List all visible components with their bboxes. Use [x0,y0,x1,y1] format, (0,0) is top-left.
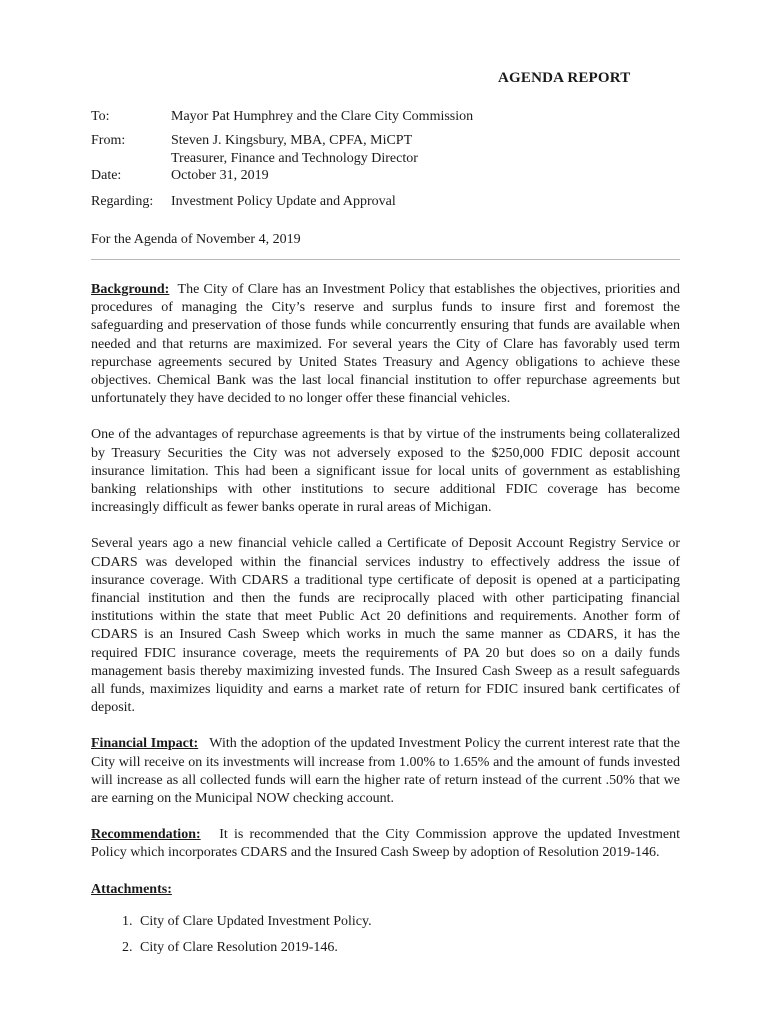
financial-impact-heading: Financial Impact: [91,736,199,752]
memo-regarding-value: Investment Policy Update and Approval [171,194,396,209]
memo-to-value: Mayor Pat Humphrey and the Clare City Commission [171,109,474,124]
attachments-heading: Attachments: [91,881,172,897]
memo-from-row [91,131,691,169]
recommendation-paragraph [91,826,680,862]
background-heading: Background: [91,282,170,297]
attachment-item: 1. City of Clare Updated Investment Policy. [136,913,680,931]
memo-regarding-row [91,192,691,212]
recommendation-heading: Recommendation: [91,827,201,843]
agenda-date-line: For the Agenda of November 4, 2019 [91,232,301,247]
background-text-1: The City of Clare has an Investment Policy that establishes the objectives, priorities and procedures of managing the City’s reserve and surplus funds to insure first and foremost the safeguarding and preservation of those funds while concurrently ensuring that funds are available when needed and that returns are maximized. For several years the City of Clare has favorably used term repurchase agreements secured by United States Treasury and Agency obligations to achieve these objectives. Chemical Bank was the last local financial institution to offer repurchase agreements but unfortunately they have decided to no longer offer these financial vehicles. [91,282,681,407]
background-paragraph-2: One of the advantages of repurchase agreements is that by virtue of the instruments being collateralized by Treasury Securities the City was not adversely exposed to the $250,000 FDIC deposit account insurance limitation. This had been a significant issue for local units of government as establishing banking relationships with other institutions to secure additional FDIC coverage has become increasingly difficult as fewer banks operate in rural areas of Michigan. [91,427,680,516]
memo-to-row [91,107,691,127]
memo-from-name: Steven J. Kingsbury, MBA, CPFA, MiCPT [171,133,413,148]
memo-from-label: From: [91,133,126,148]
financial-impact-paragraph [91,735,680,808]
header-divider [91,259,680,260]
attachment-item: 2. City of Clare Resolution 2019-146. [136,939,680,957]
memo-from-value [171,131,691,169]
memo-date-row [91,166,691,186]
memo-to-label: To: [91,109,110,124]
report-body [91,281,680,965]
attachments-list [91,913,680,957]
memo-header [91,107,691,212]
financial-impact-text: With the adoption of the updated Investment Policy the current interest rate that the City will receive on its investments will increase from 1.00% to 1.65% and the amount of funds invested will increase as all collected funds will earn the higher rate of return instead of the current .50% that we are earning on the Municipal NOW checking account. [91,736,680,807]
background-paragraph-3: Several years ago a new financial vehicle called a Certificate of Deposit Account Registry Service or CDARS was developed within the financial services industry to effectively address the issue of insurance coverage. With CDARS a traditional type certificate of deposit is opened at a participating financial institution and then the funds are reciprocally placed with other participating financial institutions within the state that meet Public Act 20 definitions and requirements. Another form of CDARS is an Insured Cash Sweep which works in much the same manner as CDARS, it has the required FDIC insurance coverage, meets the requirements of PA 20 but does so on a daily funds management basis thereby maximizing invested funds. The Insured Cash Sweep as a result safeguards all funds, maximizes liquidity and earns a market rate of return for FDIC insured bank certificates of deposit. [91,536,680,716]
memo-date-label: Date: [91,168,122,183]
background-paragraph-1 [91,281,680,408]
report-title: AGENDA REPORT [498,70,631,86]
recommendation-text: It is recommended that the City Commission approve the updated Investment Policy which incorporates CDARS and the Insured Cash Sweep by adoption of Resolution 2019-146. [91,827,680,861]
memo-regarding-label: Regarding: [91,194,154,209]
memo-from-title: Treasurer, Finance and Technology Director [171,151,418,166]
memo-date-value: October 31, 2019 [171,168,269,183]
